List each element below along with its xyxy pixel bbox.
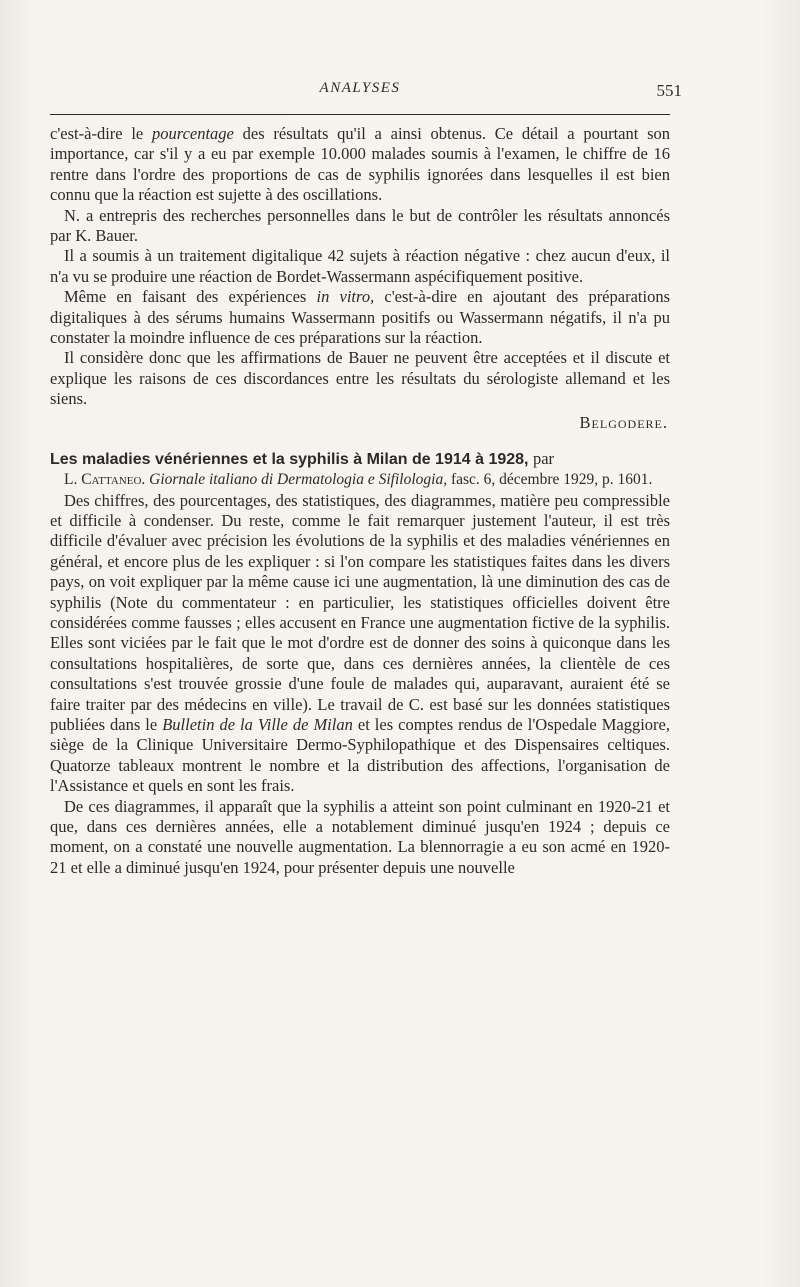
text-run: et les comptes rendus de l'Ospedale Maggiore, siège de la Clinique Universitaire Dermo-Syphilopathique et des Dispensaires celtiques. Quatorze tableaux montrent le nombre et la distribution des affections, l'organisation de l'Assistance et quels en sont les frais. <box>50 714 670 796</box>
text-run: Des chiffres, des pourcentages, des statistiques, des diagrammes, matière peu compressible et difficile à condenser. Du reste, comme le fait remarquer justement l'auteur, il est très difficile d'évaluer avec précision les évolutions de la syphilis et des maladies vénériennes en général, et encore plus de les expliquer : si l'on compare les statistiques faites dans les divers pays, on voit expliquer par la même cause ici une augmentation, là une diminution des cas de syphilis (Note du commentateur : en particulier, les statistiques officielles doivent être considérées comme fausses ; elles accusent en France une augmentation fictive de la syphilis. Elles sont viciées par le fait que le mot d'ordre est de donner des soins à quiconque dans les consultations hospitalières, de sorte que, dans ces dernières années, la clientèle de ces consultations s'est trouvée grossie d'une foule de malades qui, auparavant, auraient été se faire traiter par des médecins en ville). Le travail de C. est basé sur les données statistiques publiées dans le <box>50 490 670 734</box>
paragraph <box>50 124 670 206</box>
author-name: L. Cattaneo. <box>64 471 146 489</box>
citation-details: fasc. 6, décembre 1929, p. 1601. <box>450 471 653 489</box>
paragraph: Il considère donc que les affirmations de Bauer ne peuvent être acceptées et il discute et explique les raisons de ces discordances entre les résultats du sérologiste allemand et les siens. <box>50 348 670 409</box>
page-header <box>50 80 682 104</box>
italic-run: Bulletin de la Ville de Milan <box>162 714 353 734</box>
section-2 <box>50 491 670 879</box>
text-run: des résultats qu'il a ainsi obtenus. Ce détail a pourtant son importance, car s'il y a eu par exemple 10.000 malades soumis à l'examen, le chiffre de 16 rentre dans l'ordre des proportions de cas de syphilis ignorées dans lesquelles il est bien connu que la réaction est sujette à des oscillations. <box>50 124 670 205</box>
text-run: c'est-à-dire en ajoutant des préparations digitaliques à des sérums humains Wassermann positifs ou Wassermann négatifs, il n'a pu constater la moindre influence de ces préparations sur la réaction. <box>50 287 670 348</box>
article-title <box>50 448 670 470</box>
body-text <box>50 124 670 878</box>
text-run: c'est-à-dire le <box>50 124 153 143</box>
running-head: ANALYSES <box>319 80 401 96</box>
journal-name: Giornale italiano di Dermatologia e Sifilologia, <box>149 471 448 489</box>
header-rule <box>50 114 670 115</box>
paragraph <box>50 491 670 797</box>
italic-run: pourcentage <box>152 124 234 143</box>
article-reference <box>50 470 670 490</box>
title-par: par <box>532 449 555 469</box>
paragraph: De ces diagrammes, il apparaît que la syphilis a atteint son point culminant en 1920-21 et que, dans ces dernières années, elle a notablement diminué jusqu'en 1924 ; depuis ce moment, on a constaté une nouvelle augmentation. La blennorragie a eu son acmé en 1920-21 et elle a diminué jusqu'en 1924, pour présenter depuis une nouvelle <box>50 796 670 877</box>
signature: Belgodere. <box>579 412 668 432</box>
paragraph <box>50 287 670 348</box>
paragraph: N. a entrepris des recherches personnelles dans le but de contrôler les résultats annoncés par K. Bauer. <box>50 205 670 246</box>
text-run: Même en faisant des expériences <box>64 287 317 307</box>
paragraph: Il a soumis à un traitement digitalique 42 sujets à réaction négative : chez aucun d'eux, il n'a vu se produire une réaction de Bordet-Wassermann aspécifiquement positive. <box>50 246 670 286</box>
page-number: 551 <box>656 81 682 100</box>
title-text: Les maladies vénériennes et la syphilis à Milan de 1914 à 1928, <box>50 451 529 469</box>
italic-run: in vitro, <box>316 287 375 307</box>
